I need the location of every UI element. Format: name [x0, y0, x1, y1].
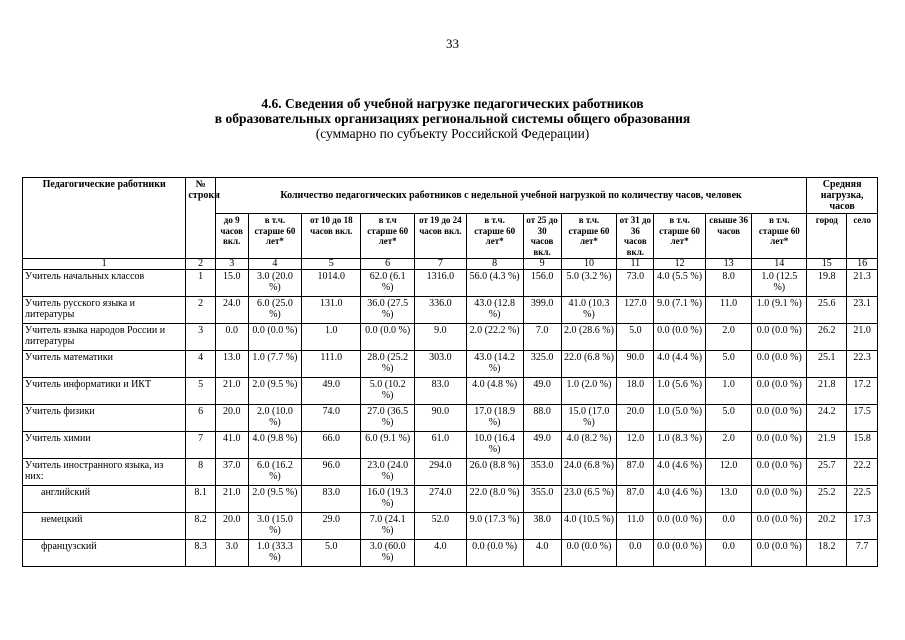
value-cell: 1.0 (2.0 %) [561, 378, 617, 405]
value-cell: 73.0 [617, 270, 654, 297]
table-body [23, 270, 878, 567]
value-cell: 127.0 [617, 297, 654, 324]
column-number-cell: 13 [705, 259, 751, 270]
teacher-category-cell: Учитель информатики и ИКТ [23, 378, 186, 405]
value-cell: 18.0 [617, 378, 654, 405]
value-cell: 4.0 (4.6 %) [654, 459, 706, 486]
value-cell: 4.0 (4.4 %) [654, 351, 706, 378]
header-teachers: Педагогические работники [23, 178, 186, 259]
value-cell: 0.0 [705, 540, 751, 567]
value-cell: 2.0 (22.2 %) [466, 324, 523, 351]
value-cell: 0.0 (0.0 %) [752, 324, 807, 351]
value-cell: 6.0 (16.2 %) [248, 459, 302, 486]
value-cell: 5.0 (10.2 %) [361, 378, 415, 405]
column-number-cell: 14 [752, 259, 807, 270]
value-cell: 8.0 [705, 270, 751, 297]
value-cell: 6.0 (9.1 %) [361, 432, 415, 459]
value-cell: 5.0 [705, 405, 751, 432]
value-cell: 1.0 (9.1 %) [752, 297, 807, 324]
value-cell: 61.0 [415, 432, 467, 459]
header-row-number: № строки [186, 178, 216, 259]
teacher-category-cell: Учитель химии [23, 432, 186, 459]
value-cell: 66.0 [302, 432, 361, 459]
column-number-row [23, 259, 878, 270]
header-average-load: Средняя нагрузка, часов [807, 178, 878, 214]
value-cell: 21.8 [807, 378, 847, 405]
column-number-cell: 10 [561, 259, 617, 270]
value-cell: 29.0 [302, 513, 361, 540]
value-cell: 49.0 [523, 378, 561, 405]
row-number-cell: 8 [186, 459, 216, 486]
table-row [23, 270, 878, 297]
column-number-cell: 7 [415, 259, 467, 270]
value-cell: 0.0 (0.0 %) [361, 324, 415, 351]
value-cell: 36.0 (27.5 %) [361, 297, 415, 324]
column-number-cell: 4 [248, 259, 302, 270]
subheader-cell: в т.ч. старше 60 лет* [466, 214, 523, 259]
value-cell: 25.2 [807, 486, 847, 513]
column-number-cell: 16 [847, 259, 878, 270]
value-cell: 17.0 (18.9 %) [466, 405, 523, 432]
value-cell: 2.0 [705, 432, 751, 459]
subheader-cell: село [847, 214, 878, 259]
table-row [23, 432, 878, 459]
value-cell: 0.0 (0.0 %) [752, 405, 807, 432]
value-cell: 21.9 [807, 432, 847, 459]
value-cell: 5.0 [705, 351, 751, 378]
value-cell: 0.0 [215, 324, 248, 351]
row-number-cell: 7 [186, 432, 216, 459]
column-number-cell: 1 [23, 259, 186, 270]
document-title [0, 96, 905, 141]
value-cell: 4.0 (4.8 %) [466, 378, 523, 405]
teacher-category-cell: Учитель русского языка и литературы [23, 297, 186, 324]
table-row [23, 378, 878, 405]
value-cell: 43.0 (12.8 %) [466, 297, 523, 324]
title-line-2: в образовательных организациях региональной системы общего образования [214, 111, 691, 126]
value-cell: 88.0 [523, 405, 561, 432]
teacher-category-cell: английский [23, 486, 186, 513]
row-number-cell: 6 [186, 405, 216, 432]
value-cell: 49.0 [302, 378, 361, 405]
value-cell: 1.0 [302, 324, 361, 351]
value-cell: 0.0 (0.0 %) [466, 540, 523, 567]
value-cell: 4.0 [523, 540, 561, 567]
value-cell: 15.8 [847, 432, 878, 459]
value-cell: 131.0 [302, 297, 361, 324]
value-cell: 22.2 [847, 459, 878, 486]
value-cell: 4.0 [415, 540, 467, 567]
value-cell: 10.0 (16.4 %) [466, 432, 523, 459]
value-cell: 0.0 (0.0 %) [752, 486, 807, 513]
value-cell: 20.0 [617, 405, 654, 432]
subheader-cell: от 25 до 30 часов вкл. [523, 214, 561, 259]
value-cell: 1014.0 [302, 270, 361, 297]
value-cell: 4.0 (10.5 %) [561, 513, 617, 540]
value-cell: 0.0 (0.0 %) [752, 378, 807, 405]
title-line-3: (суммарно по субъекту Российской Федерации) [315, 126, 590, 141]
subheader-cell: в т.ч. старше 60 лет* [248, 214, 302, 259]
subheader-cell: в т.ч. старше 60 лет* [654, 214, 706, 259]
value-cell: 5.0 [617, 324, 654, 351]
value-cell: 20.0 [215, 513, 248, 540]
row-number-cell: 8.1 [186, 486, 216, 513]
value-cell: 3.0 (15.0 %) [248, 513, 302, 540]
value-cell: 294.0 [415, 459, 467, 486]
value-cell: 49.0 [523, 432, 561, 459]
value-cell: 17.3 [847, 513, 878, 540]
value-cell: 90.0 [617, 351, 654, 378]
value-cell: 23.0 (6.5 %) [561, 486, 617, 513]
value-cell: 0.0 (0.0 %) [561, 540, 617, 567]
value-cell: 24.0 (6.8 %) [561, 459, 617, 486]
value-cell: 4.0 (9.8 %) [248, 432, 302, 459]
subheader-cell: до 9 часов вкл. [215, 214, 248, 259]
table-row [23, 351, 878, 378]
subheader-cell: в т.ч. старше 60 лет* [561, 214, 617, 259]
teacher-category-cell: Учитель языка народов России и литературы [23, 324, 186, 351]
value-cell: 0.0 [617, 540, 654, 567]
value-cell: 0.0 (0.0 %) [752, 513, 807, 540]
teacher-category-cell: немецкий [23, 513, 186, 540]
subheader-cell: в т.ч. старше 60 лет* [752, 214, 807, 259]
column-number-cell: 8 [466, 259, 523, 270]
value-cell: 41.0 [215, 432, 248, 459]
table-row [23, 405, 878, 432]
value-cell: 24.2 [807, 405, 847, 432]
value-cell: 96.0 [302, 459, 361, 486]
value-cell: 0.0 (0.0 %) [752, 432, 807, 459]
value-cell: 19.8 [807, 270, 847, 297]
value-cell: 9.0 (17.3 %) [466, 513, 523, 540]
table-row [23, 540, 878, 567]
value-cell: 1.0 (7.7 %) [248, 351, 302, 378]
value-cell: 26.0 (8.8 %) [466, 459, 523, 486]
value-cell: 56.0 (4.3 %) [466, 270, 523, 297]
value-cell: 4.0 (8.2 %) [561, 432, 617, 459]
value-cell: 24.0 [215, 297, 248, 324]
subheader-cell: от 19 до 24 часов вкл. [415, 214, 467, 259]
value-cell: 0.0 (0.0 %) [654, 513, 706, 540]
value-cell: 0.0 (0.0 %) [248, 324, 302, 351]
subheader-cell: от 31 до 36 часов вкл. [617, 214, 654, 259]
value-cell: 9.0 (7.1 %) [654, 297, 706, 324]
value-cell: 5.0 [302, 540, 361, 567]
title-line-1: 4.6. Сведения об учебной нагрузке педагогических работников [261, 96, 644, 111]
header-row-1 [23, 178, 878, 214]
value-cell: 1.0 (8.3 %) [654, 432, 706, 459]
value-cell: 0.0 (0.0 %) [752, 459, 807, 486]
value-cell: 0.0 (0.0 %) [654, 324, 706, 351]
value-cell: 21.0 [215, 486, 248, 513]
value-cell: 3.0 (20.0 %) [248, 270, 302, 297]
value-cell: 12.0 [617, 432, 654, 459]
row-number-cell: 8.2 [186, 513, 216, 540]
value-cell: 83.0 [302, 486, 361, 513]
page-number: 33 [446, 36, 459, 51]
value-cell: 17.2 [847, 378, 878, 405]
teacher-category-cell: Учитель математики [23, 351, 186, 378]
value-cell: 7.0 (24.1 %) [361, 513, 415, 540]
value-cell: 18.2 [807, 540, 847, 567]
value-cell: 325.0 [523, 351, 561, 378]
column-number-cell: 9 [523, 259, 561, 270]
value-cell: 3.0 (60.0 %) [361, 540, 415, 567]
value-cell: 25.6 [807, 297, 847, 324]
value-cell: 38.0 [523, 513, 561, 540]
value-cell: 11.0 [705, 297, 751, 324]
value-cell: 2.0 (28.6 %) [561, 324, 617, 351]
row-number-cell: 4 [186, 351, 216, 378]
value-cell: 22.3 [847, 351, 878, 378]
teacher-category-cell: Учитель физики [23, 405, 186, 432]
value-cell: 74.0 [302, 405, 361, 432]
value-cell: 26.2 [807, 324, 847, 351]
teacher-category-cell: Учитель иностранного языка, из них: [23, 459, 186, 486]
value-cell: 1.0 (5.0 %) [654, 405, 706, 432]
value-cell: 303.0 [415, 351, 467, 378]
table-row [23, 513, 878, 540]
value-cell: 1316.0 [415, 270, 467, 297]
value-cell: 21.0 [847, 324, 878, 351]
value-cell: 7.0 [523, 324, 561, 351]
subheader-cell: свыше 36 часов [705, 214, 751, 259]
column-number-cell: 12 [654, 259, 706, 270]
value-cell: 1.0 (12.5 %) [752, 270, 807, 297]
value-cell: 12.0 [705, 459, 751, 486]
value-cell: 83.0 [415, 378, 467, 405]
value-cell: 5.0 (3.2 %) [561, 270, 617, 297]
table-row [23, 459, 878, 486]
value-cell: 353.0 [523, 459, 561, 486]
value-cell: 13.0 [215, 351, 248, 378]
workload-table [22, 177, 878, 567]
value-cell: 87.0 [617, 459, 654, 486]
value-cell: 7.7 [847, 540, 878, 567]
row-number-cell: 8.3 [186, 540, 216, 567]
subheader-cell: от 10 до 18 часов вкл. [302, 214, 361, 259]
value-cell: 0.0 (0.0 %) [752, 351, 807, 378]
value-cell: 15.0 (17.0 %) [561, 405, 617, 432]
value-cell: 22.5 [847, 486, 878, 513]
column-number-cell: 11 [617, 259, 654, 270]
value-cell: 13.0 [705, 486, 751, 513]
value-cell: 4.0 (4.6 %) [654, 486, 706, 513]
column-number-cell: 15 [807, 259, 847, 270]
subheader-cell: город [807, 214, 847, 259]
teacher-category-cell: Учитель начальных классов [23, 270, 186, 297]
value-cell: 52.0 [415, 513, 467, 540]
value-cell: 0.0 (0.0 %) [752, 540, 807, 567]
value-cell: 23.0 (24.0 %) [361, 459, 415, 486]
column-number-cell: 5 [302, 259, 361, 270]
row-number-cell: 3 [186, 324, 216, 351]
value-cell: 16.0 (19.3 %) [361, 486, 415, 513]
value-cell: 62.0 (6.1 %) [361, 270, 415, 297]
value-cell: 3.0 [215, 540, 248, 567]
value-cell: 0.0 [705, 513, 751, 540]
value-cell: 41.0 (10.3 %) [561, 297, 617, 324]
value-cell: 15.0 [215, 270, 248, 297]
value-cell: 27.0 (36.5 %) [361, 405, 415, 432]
value-cell: 90.0 [415, 405, 467, 432]
value-cell: 21.0 [215, 378, 248, 405]
value-cell: 22.0 (6.8 %) [561, 351, 617, 378]
table-row [23, 324, 878, 351]
value-cell: 20.2 [807, 513, 847, 540]
row-number-cell: 2 [186, 297, 216, 324]
value-cell: 17.5 [847, 405, 878, 432]
value-cell: 23.1 [847, 297, 878, 324]
value-cell: 355.0 [523, 486, 561, 513]
table-row [23, 486, 878, 513]
column-number-cell: 6 [361, 259, 415, 270]
value-cell: 21.3 [847, 270, 878, 297]
value-cell: 22.0 (8.0 %) [466, 486, 523, 513]
value-cell: 1.0 (5.6 %) [654, 378, 706, 405]
table-row [23, 297, 878, 324]
value-cell: 37.0 [215, 459, 248, 486]
value-cell: 156.0 [523, 270, 561, 297]
value-cell: 1.0 (33.3 %) [248, 540, 302, 567]
value-cell: 87.0 [617, 486, 654, 513]
value-cell: 4.0 (5.5 %) [654, 270, 706, 297]
value-cell: 43.0 (14.2 %) [466, 351, 523, 378]
value-cell: 25.7 [807, 459, 847, 486]
value-cell: 336.0 [415, 297, 467, 324]
header-workload-group: Количество педагогических работников с недельной учебной нагрузкой по количеству часов, человек [215, 178, 806, 214]
value-cell: 2.0 (10.0 %) [248, 405, 302, 432]
value-cell: 11.0 [617, 513, 654, 540]
subheader-cell: в т.ч старше 60 лет* [361, 214, 415, 259]
column-number-cell: 3 [215, 259, 248, 270]
row-number-cell: 1 [186, 270, 216, 297]
value-cell: 2.0 (9.5 %) [248, 486, 302, 513]
value-cell: 25.1 [807, 351, 847, 378]
value-cell: 1.0 [705, 378, 751, 405]
value-cell: 28.0 (25.2 %) [361, 351, 415, 378]
value-cell: 20.0 [215, 405, 248, 432]
value-cell: 274.0 [415, 486, 467, 513]
value-cell: 111.0 [302, 351, 361, 378]
value-cell: 9.0 [415, 324, 467, 351]
column-number-cell: 2 [186, 259, 216, 270]
teacher-category-cell: французский [23, 540, 186, 567]
value-cell: 2.0 (9.5 %) [248, 378, 302, 405]
value-cell: 6.0 (25.0 %) [248, 297, 302, 324]
value-cell: 0.0 (0.0 %) [654, 540, 706, 567]
row-number-cell: 5 [186, 378, 216, 405]
value-cell: 399.0 [523, 297, 561, 324]
value-cell: 2.0 [705, 324, 751, 351]
